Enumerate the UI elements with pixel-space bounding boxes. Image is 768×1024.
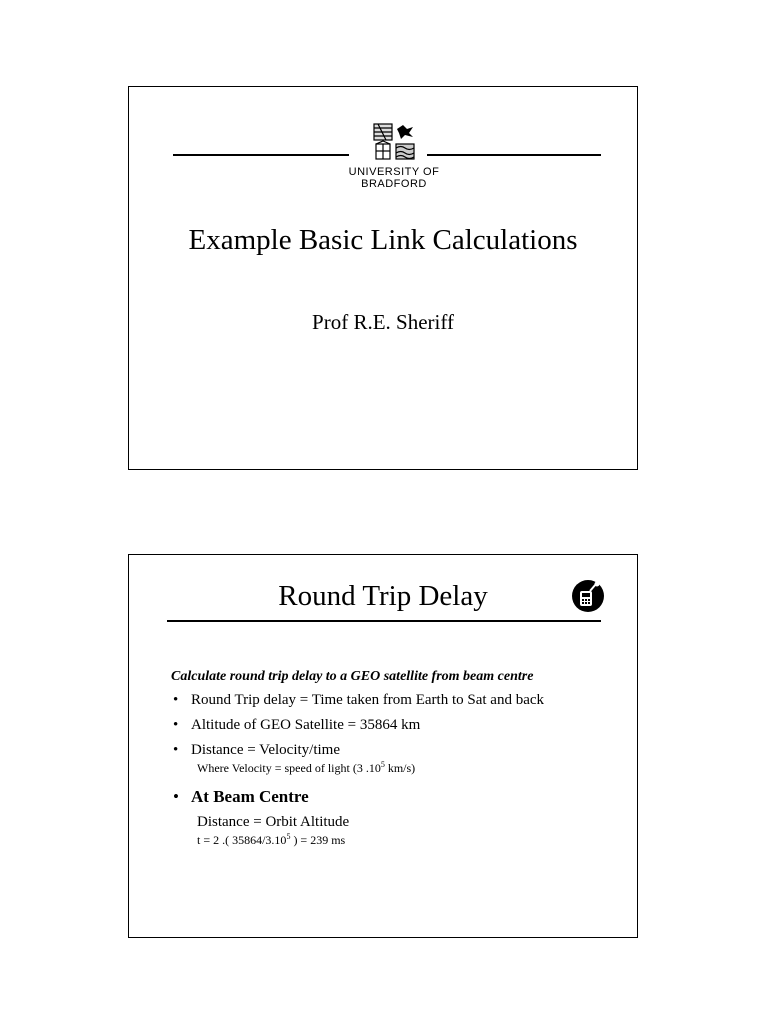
formula-exponent: 5 — [286, 832, 291, 841]
velocity-note-text: Where Velocity = speed of light (3 .10 — [197, 761, 381, 775]
satellite-phone-icon — [571, 579, 605, 613]
bullet-dot: • — [173, 692, 179, 708]
bullet-text: Altitude of GEO Satellite = 35864 km — [191, 717, 421, 733]
university-crest-icon — [373, 123, 415, 161]
bullet-text: Distance = Velocity/time — [191, 742, 340, 758]
title-underline — [167, 620, 601, 622]
bullet-altitude — [171, 716, 611, 734]
velocity-note-unit: km/s) — [384, 761, 416, 775]
bullet-round-trip — [171, 691, 611, 709]
title-slide — [128, 86, 638, 470]
slide-title: Round Trip Delay — [278, 580, 488, 612]
bullet-beam-centre — [171, 787, 611, 807]
university-name-line1: UNIVERSITY OF — [348, 166, 440, 178]
bullet-dot: • — [173, 742, 179, 758]
author-name: Prof R.E. Sheriff — [312, 310, 454, 334]
delay-formula — [171, 833, 611, 847]
lead-question: Calculate round trip delay to a GEO satellite from beam centre — [171, 669, 534, 684]
velocity-note — [171, 761, 611, 775]
bullet-dot: • — [173, 717, 179, 733]
bullet-dot: • — [173, 787, 179, 806]
header-rule-left — [173, 154, 349, 156]
header-rule-right — [427, 154, 601, 156]
university-name-line2: BRADFORD — [361, 178, 427, 190]
slide-content — [171, 668, 611, 847]
bullet-text: Round Trip delay = Time taken from Earth to Sat and back — [191, 692, 545, 708]
formula-text: t = 2 .( 35864/3.10 — [197, 833, 287, 847]
slide-title: Example Basic Link Calculations — [188, 224, 578, 256]
round-trip-delay-slide — [128, 554, 638, 938]
formula-result: ) = 239 ms — [290, 833, 346, 847]
bullet-distance — [171, 741, 611, 759]
bullet-text: At Beam Centre — [191, 787, 309, 806]
beam-distance-line: Distance = Orbit Altitude — [197, 814, 350, 830]
velocity-note-exponent: 5 — [380, 760, 385, 769]
